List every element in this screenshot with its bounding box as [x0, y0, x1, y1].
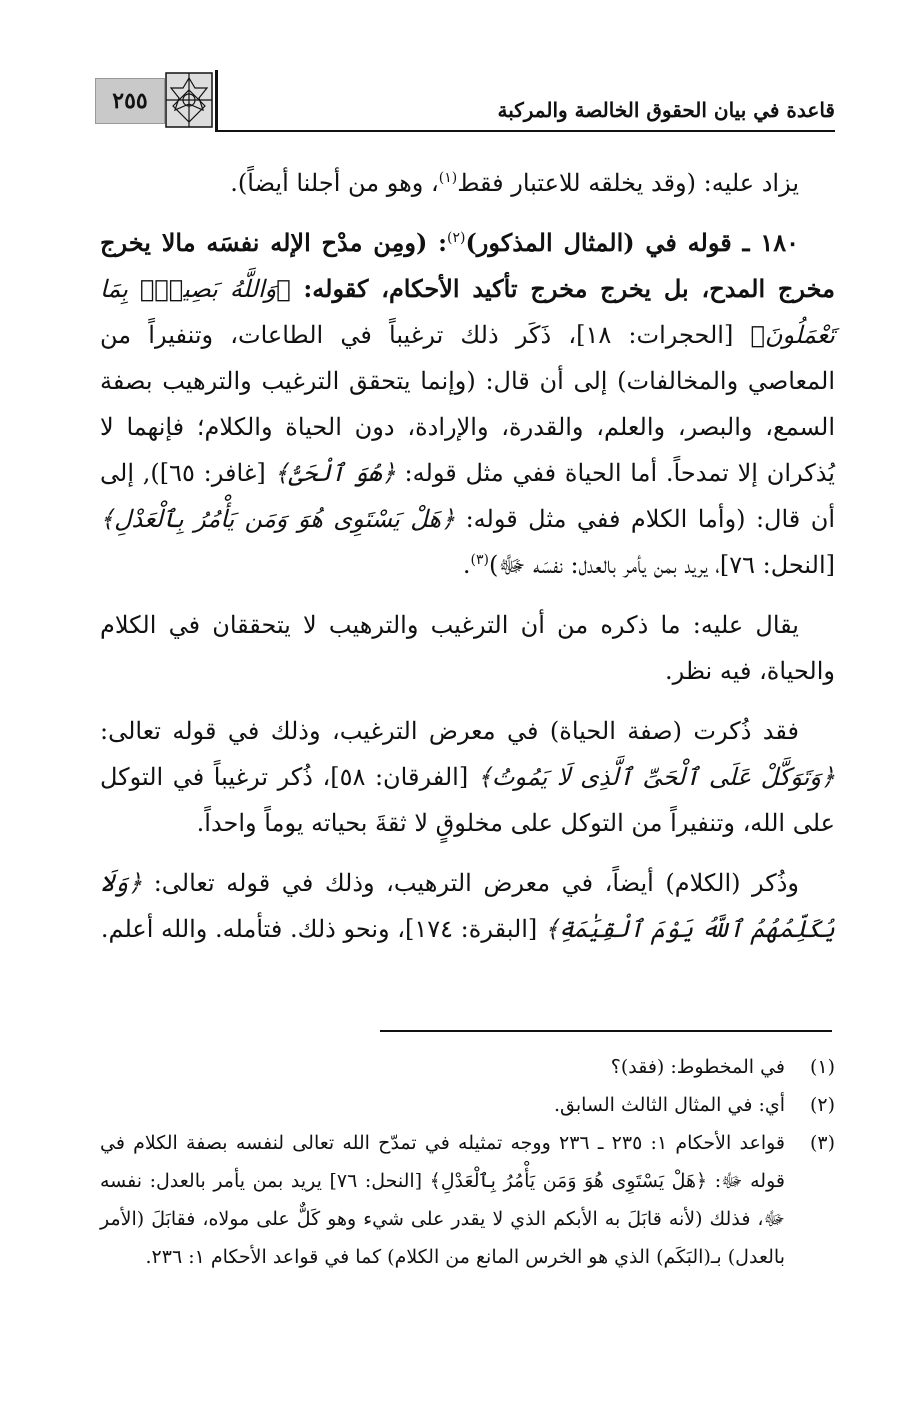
paragraph [100, 708, 835, 846]
page-header [95, 70, 835, 132]
footnote [100, 1124, 835, 1276]
header-rule [215, 130, 835, 132]
text-run: وذُكر (الكلام) أيضاً، في معرض الترهيب، وذلك في قوله تعالى: [142, 869, 799, 897]
footnote [100, 1086, 835, 1124]
header-divider [215, 70, 218, 132]
text-run: ، وهو من أجلنا أيضاً). [230, 169, 439, 197]
text-run: فقد ذُكرت (صفة الحياة) في معرض الترغيب، وذلك في قوله تعالى: [100, 717, 800, 745]
quran-verse: ﴿وَلَا يُكَلِّمُهُمُ ٱللَّهُ يَوْمَ ٱلْقِيَٰمَةِ﴾ [100, 869, 835, 943]
text-run: [البقرة: ١٧٤]، ونحو ذلك. فتأمله. والله أعلم. [100, 915, 545, 943]
footnote-ref[interactable]: (١) [438, 170, 458, 186]
page-number: ٢٥٥ [95, 78, 165, 124]
text-run: [النحل: ٧٦]، يريد بمن يأمر بالعدل: نفسَه ﷻ) [488, 551, 835, 579]
text-run: يزاد عليه: (وقد يخلقه للاعتبار فقط [457, 169, 799, 197]
quran-verse: ﴿هَلْ يَسْتَوِى هُوَ وَمَن يَأْمُرُ بِٱلْعَدْلِ﴾ [100, 505, 456, 533]
footnote-text: أي: في المثال الثالث السابق. [553, 1094, 785, 1116]
footnote [100, 1048, 835, 1086]
text-run: يقال عليه: ما ذكره من أن الترغيب والترهيب لا يتحققان في الكلام والحياة، فيه نظر. [100, 611, 835, 685]
paragraph [100, 220, 835, 588]
text-run: . [462, 551, 471, 579]
text-run: [غافر: ٦٥]), إلى أن قال: (وأما الكلام ففي مثل قوله: [100, 459, 835, 533]
footnote-number: (٢) [809, 1094, 835, 1116]
text-run: [الحجرات: ١٨]، ذَكَر ذلك ترغيباً في الطاعات، وتنفيراً من المعاصي والمخالفات) إلى أن قال: (وإنما يتحقق الترغيب والترهيب بصفة السمع، والبصر، والعلم، والقدرة، والإرادة، دون الحياة والكلام؛ فإنهما لا يُذكران إلا تمدحاً. أما الحياة ففي مثل قوله: [100, 321, 835, 487]
quran-verse: ﴿هُوَ ٱلْحَىُّ﴾ [274, 459, 396, 487]
running-title: قاعدة في بيان الحقوق الخالصة والمركبة [497, 98, 835, 122]
paragraph [100, 602, 835, 694]
footnote-number: (٣) [809, 1132, 835, 1154]
quran-verse: ﴿وَتَوَكَّلْ عَلَى ٱلْحَىِّ ٱلَّذِى لَا يَمُوتُ﴾ [477, 763, 836, 791]
footnote-ref[interactable]: (٣) [470, 552, 489, 568]
footnote-separator [380, 1030, 832, 1032]
main-text [100, 160, 835, 966]
text-run: [الفرقان: ٥٨]، ذُكر ترغيباً في التوكل على الله، وتنفيراً من التوكل على مخلوقٍ لا ثقةَ بحياته يوماً واحداً. [100, 763, 835, 837]
footnote-number: (١) [809, 1056, 835, 1078]
text-run: : (ومِن مدْح الإله نفسَه مالا يخرج مخرج المدح، بل يخرج مخرج تأكيد الأحكام، كقوله: [100, 228, 835, 303]
footnotes [100, 1048, 835, 1276]
paragraph [100, 160, 835, 206]
geometric-ornament-icon [165, 72, 213, 128]
footnote-ref[interactable]: (٢) [446, 230, 466, 246]
paragraph [100, 860, 835, 952]
footnote-text: قواعد الأحكام ١: ٢٣٥ ـ ٢٣٦ ووجه تمثيله في تمدّح الله تعالى لنفسه بصفة الكلام في قوله ﷻ: ﴿هَلْ يَسْتَوِى هُوَ وَمَن يَأْمُرُ بِٱلْعَدْلِ﴾ [النحل: ٧٦] يريد بمن يأمر بالعدل: نفسه ﷻ، فذلك (لأنه قابَلَ به الأبكم الذي لا يقدر على شيء وهو كَلٌّ على مولاه، فقابَلَ (الأمر بالعدل) بـ(البَكَم) الذي هو الخرس المانع من الكلام) كما في قواعد الأحكام ١: ٢٣٦. [100, 1132, 785, 1268]
quran-verse: ﴿وَاللَّهُ بَصِيرٌۢ بِمَا تَعْمَلُونَ﴾ [100, 275, 835, 349]
footnote-text: في المخطوط: (فقد)؟ [610, 1056, 785, 1078]
text-run: ١٨٠ ـ قوله في (المثال المذكور) [465, 228, 800, 257]
